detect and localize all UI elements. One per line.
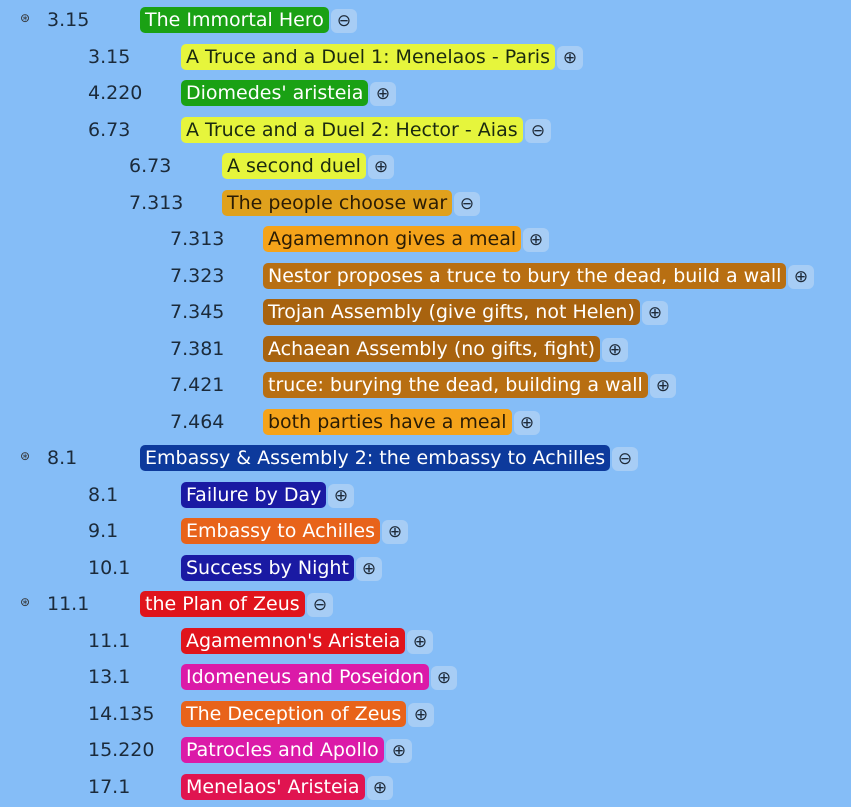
outline-row xyxy=(0,737,851,763)
outline-row xyxy=(0,299,851,325)
expand-icon[interactable]: ⊕ xyxy=(382,520,408,544)
outline-row xyxy=(0,44,851,70)
outline-row xyxy=(0,664,851,690)
collapse-icon[interactable]: ⊖ xyxy=(331,9,357,33)
line-reference: 4.220 xyxy=(88,82,143,104)
collapse-icon[interactable]: ⊖ xyxy=(454,192,480,216)
outline-row xyxy=(0,701,851,727)
episode-title[interactable]: A Truce and a Duel 1: Menelaos - Paris xyxy=(181,44,555,70)
line-reference: 15.220 xyxy=(88,739,155,761)
collapse-icon[interactable]: ⊖ xyxy=(307,593,333,617)
expand-icon[interactable]: ⊕ xyxy=(642,301,668,325)
outline-row xyxy=(0,409,851,435)
line-reference: 7.464 xyxy=(170,410,225,433)
line-reference: 3.15 xyxy=(47,9,90,31)
outline-row xyxy=(0,226,851,252)
line-reference: 9.1 xyxy=(88,520,119,542)
line-reference: 6.73 xyxy=(129,155,172,177)
expand-icon[interactable]: ⊕ xyxy=(514,411,540,435)
outline-row xyxy=(0,7,851,33)
episode-title[interactable]: Agamemnon's Aristeia xyxy=(181,628,405,654)
line-reference: 7.313 xyxy=(129,191,184,214)
episode-title[interactable]: The people choose war xyxy=(222,190,452,216)
section-bullet-icon[interactable]: ⊛ xyxy=(19,11,31,25)
outline-row xyxy=(0,555,851,581)
episode-title[interactable]: Failure by Day xyxy=(181,482,326,508)
expand-icon[interactable]: ⊕ xyxy=(557,46,583,70)
episode-title[interactable]: the Plan of Zeus xyxy=(140,591,305,617)
section-bullet-icon[interactable]: ⊛ xyxy=(19,595,31,609)
episode-title[interactable]: Diomedes' aristeia xyxy=(181,80,368,106)
line-reference: 17.1 xyxy=(88,775,131,798)
outline-row xyxy=(0,591,851,617)
line-reference: 7.313 xyxy=(170,228,225,250)
outline-row xyxy=(0,372,851,398)
collapse-icon[interactable]: ⊖ xyxy=(525,119,551,143)
episode-title[interactable]: Achaean Assembly (no gifts, fight) xyxy=(263,336,600,362)
line-reference: 14.135 xyxy=(88,702,155,725)
collapse-icon[interactable]: ⊖ xyxy=(612,447,638,471)
episode-title[interactable]: A Truce and a Duel 2: Hector - Aias xyxy=(181,117,523,143)
line-reference: 11.1 xyxy=(88,629,131,652)
expand-icon[interactable]: ⊕ xyxy=(386,739,412,763)
line-reference: 6.73 xyxy=(88,118,131,141)
episode-title[interactable]: Trojan Assembly (give gifts, not Helen) xyxy=(263,299,640,325)
outline-row xyxy=(0,117,851,143)
episode-title[interactable]: Agamemnon gives a meal xyxy=(263,226,521,252)
line-reference: 8.1 xyxy=(88,483,119,506)
line-reference: 3.15 xyxy=(88,45,131,68)
expand-icon[interactable]: ⊕ xyxy=(368,155,394,179)
episode-title[interactable]: A second duel xyxy=(222,153,366,179)
episode-title[interactable]: Success by Night xyxy=(181,555,354,581)
outline-row xyxy=(0,336,851,362)
expand-icon[interactable]: ⊕ xyxy=(408,703,434,727)
outline-row xyxy=(0,628,851,654)
episode-title[interactable]: The Deception of Zeus xyxy=(181,701,406,727)
outline-row xyxy=(0,80,851,106)
episode-title[interactable]: Embassy to Achilles xyxy=(181,518,380,544)
expand-icon[interactable]: ⊕ xyxy=(328,484,354,508)
expand-icon[interactable]: ⊕ xyxy=(602,338,628,362)
section-bullet-icon[interactable]: ⊛ xyxy=(19,449,31,463)
episode-title[interactable]: Embassy & Assembly 2: the embassy to Achilles xyxy=(140,445,610,471)
line-reference: 7.345 xyxy=(170,301,225,323)
expand-icon[interactable]: ⊕ xyxy=(788,265,814,289)
line-reference: 7.323 xyxy=(170,264,225,287)
expand-icon[interactable]: ⊕ xyxy=(367,776,393,800)
line-reference: 7.381 xyxy=(170,337,225,360)
expand-icon[interactable]: ⊕ xyxy=(650,374,676,398)
line-reference: 7.421 xyxy=(170,374,225,396)
outline-row xyxy=(0,774,851,800)
episode-title[interactable]: Patrocles and Apollo xyxy=(181,737,384,763)
line-reference: 13.1 xyxy=(88,666,131,688)
expand-icon[interactable]: ⊕ xyxy=(356,557,382,581)
outline-row xyxy=(0,190,851,216)
episode-title[interactable]: truce: burying the dead, building a wall xyxy=(263,372,648,398)
expand-icon[interactable]: ⊕ xyxy=(370,82,396,106)
outline-row xyxy=(0,153,851,179)
episode-title[interactable]: Menelaos' Aristeia xyxy=(181,774,365,800)
outline-row xyxy=(0,482,851,508)
expand-icon[interactable]: ⊕ xyxy=(431,666,457,690)
outline-row xyxy=(0,263,851,289)
outline-row xyxy=(0,445,851,471)
episode-title[interactable]: Nestor proposes a truce to bury the dead, build a wall xyxy=(263,263,786,289)
expand-icon[interactable]: ⊕ xyxy=(523,228,549,252)
line-reference: 11.1 xyxy=(47,593,90,615)
line-reference: 8.1 xyxy=(47,447,78,469)
expand-icon[interactable]: ⊕ xyxy=(407,630,433,654)
episode-title[interactable]: Idomeneus and Poseidon xyxy=(181,664,429,690)
episode-title[interactable]: both parties have a meal xyxy=(263,409,512,435)
outline-row xyxy=(0,518,851,544)
line-reference: 10.1 xyxy=(88,556,131,579)
episode-title[interactable]: The Immortal Hero xyxy=(140,7,329,33)
